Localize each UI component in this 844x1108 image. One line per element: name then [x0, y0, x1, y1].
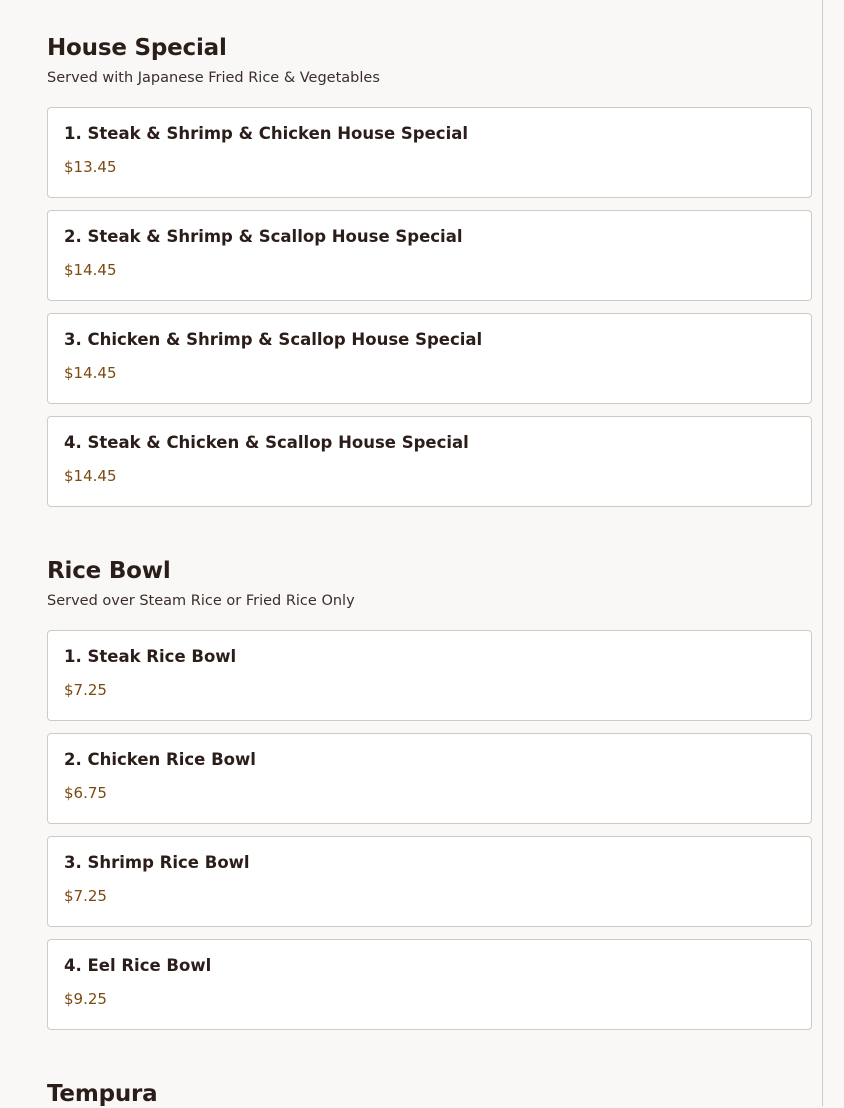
menu-item-name: 3. Chicken & Shrimp & Scallop House Special	[64, 330, 483, 349]
section-title: Rice Bowl	[47, 558, 171, 584]
menu-item-price: $14.45	[64, 364, 117, 382]
menu-item-card[interactable]	[47, 939, 812, 1030]
menu-section-rice-bowl	[47, 519, 812, 1030]
menu-item-price: $14.45	[64, 261, 117, 279]
menu-item-card[interactable]	[47, 836, 812, 927]
page-right-border	[822, 0, 823, 1106]
menu-section-house-special	[47, 0, 812, 507]
menu-item-name: 2. Steak & Shrimp & Scallop House Special	[64, 227, 463, 246]
menu-item-card[interactable]	[47, 630, 812, 721]
menu-item-list	[47, 630, 812, 1030]
menu-item-name: 3. Shrimp Rice Bowl	[64, 853, 250, 872]
menu-item-card[interactable]	[47, 313, 812, 404]
menu-item-name: 4. Steak & Chicken & Scallop House Special	[64, 433, 469, 452]
menu-content	[47, 0, 812, 1108]
menu-item-price: $14.45	[64, 467, 117, 485]
menu-item-name: 1. Steak Rice Bowl	[64, 647, 237, 666]
section-title: House Special	[47, 35, 227, 61]
menu-section-tempura	[47, 1042, 812, 1108]
menu-item-price: $7.25	[64, 887, 107, 905]
menu-item-card[interactable]	[47, 210, 812, 301]
section-subtitle: Served with Japanese Fried Rice & Vegetables	[47, 70, 380, 86]
menu-item-list	[47, 107, 812, 507]
menu-item-card[interactable]	[47, 416, 812, 507]
menu-item-price: $6.75	[64, 784, 107, 802]
menu-item-name: 4. Eel Rice Bowl	[64, 956, 212, 975]
menu-item-price: $7.25	[64, 681, 107, 699]
menu-item-name: 2. Chicken Rice Bowl	[64, 750, 256, 769]
menu-item-price: $9.25	[64, 990, 107, 1008]
section-title: Tempura	[47, 1081, 158, 1107]
menu-item-card[interactable]	[47, 107, 812, 198]
menu-item-name: 1. Steak & Shrimp & Chicken House Special	[64, 124, 469, 143]
section-subtitle: Served over Steam Rice or Fried Rice Only	[47, 593, 355, 609]
menu-item-price: $13.45	[64, 158, 117, 176]
menu-item-card[interactable]	[47, 733, 812, 824]
